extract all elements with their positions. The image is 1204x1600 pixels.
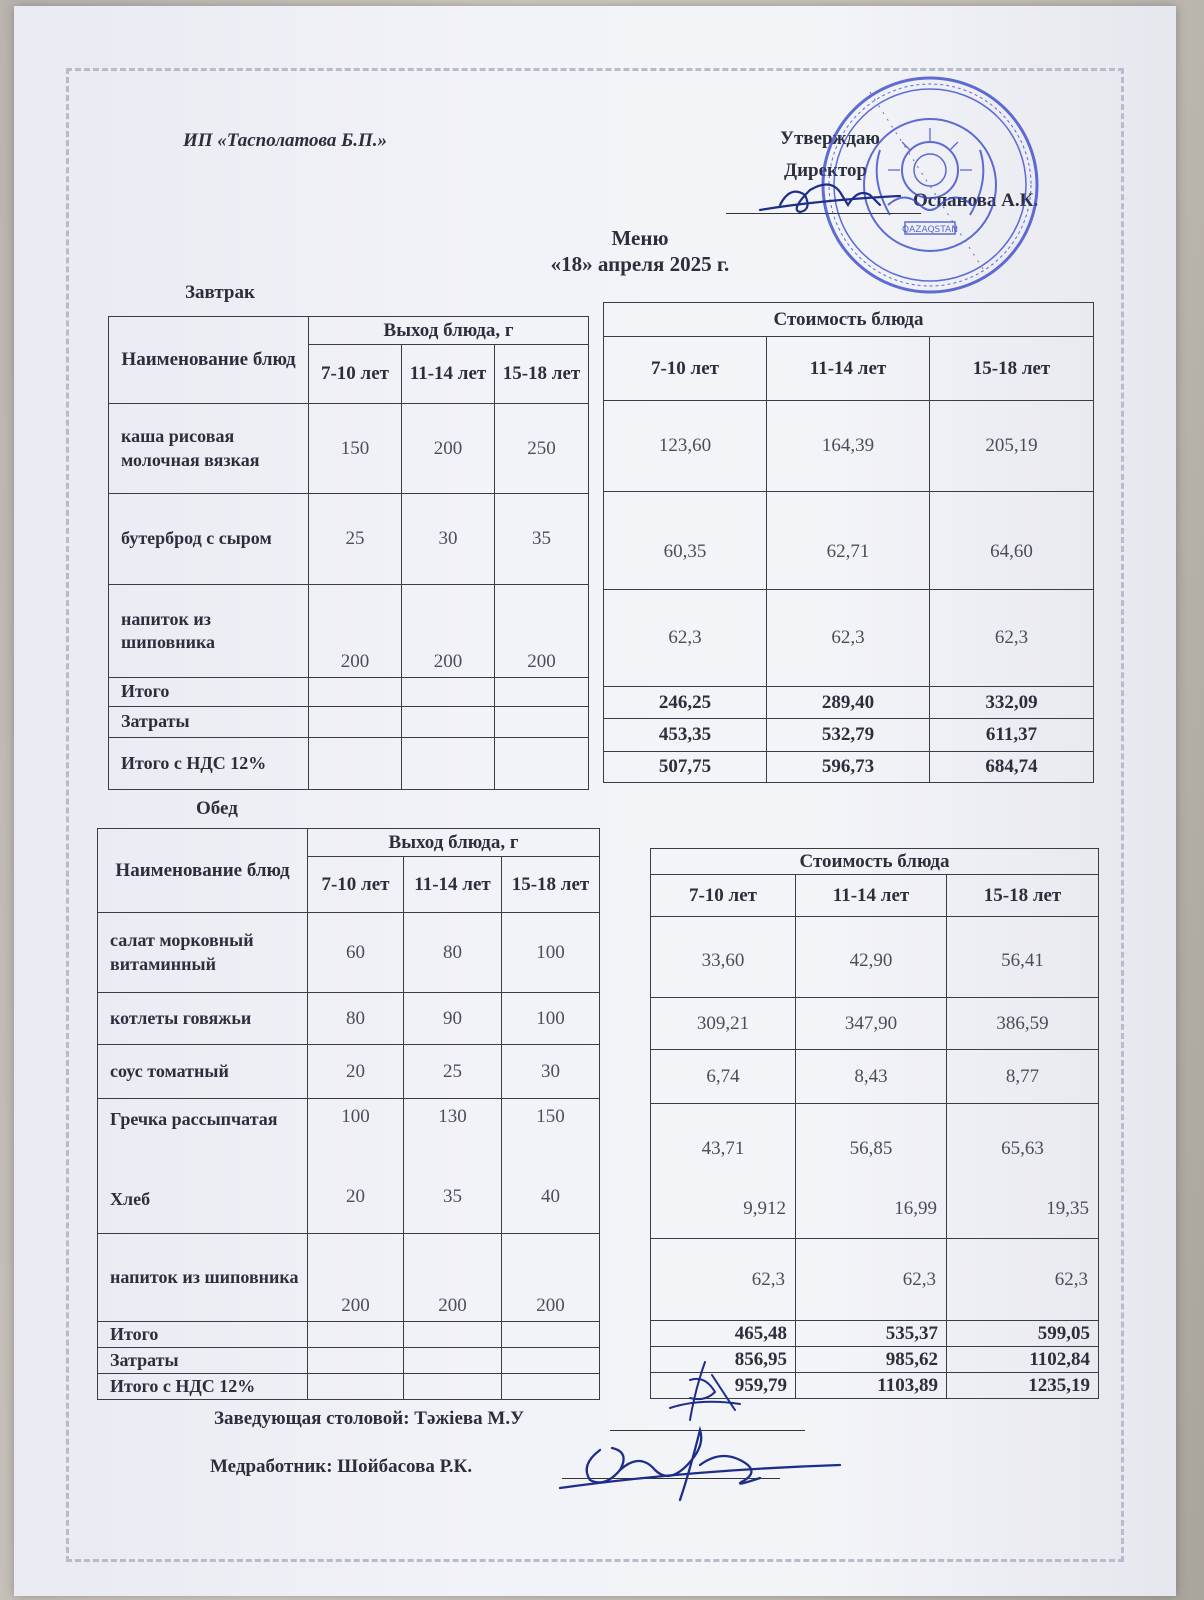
yield-value: 100 xyxy=(502,913,600,993)
yield-value: 200 xyxy=(402,585,495,678)
stamp-center-text: QAZAQSTAN xyxy=(902,225,958,235)
yield-value: 200 xyxy=(495,585,589,678)
yield-value: 90 xyxy=(404,993,502,1045)
totals-row xyxy=(651,1373,1099,1399)
table-row xyxy=(604,590,1094,687)
cost-value: 205,19 xyxy=(930,401,1094,492)
yield-value: 200 xyxy=(309,585,402,678)
table-row xyxy=(604,492,1094,590)
table-row xyxy=(109,585,589,678)
cost-value: 8,43 xyxy=(796,1050,947,1104)
director-label: Директор xyxy=(784,160,868,181)
total-value: 856,95 xyxy=(651,1347,796,1373)
yield-value: 35 xyxy=(443,1186,462,1207)
total-value: 1103,89 xyxy=(796,1373,947,1399)
yield-value: 200 xyxy=(402,404,495,494)
dish-name: каша рисовая молочная вязкая xyxy=(109,404,309,494)
table-row xyxy=(98,993,600,1045)
dish-name: соус томатный xyxy=(98,1045,308,1099)
total-value: 332,09 xyxy=(930,687,1094,719)
header-cost: Стоимость блюда xyxy=(604,303,1094,337)
totals-row xyxy=(109,707,589,738)
yield-value: 40 xyxy=(541,1186,560,1207)
cost-value: 123,60 xyxy=(604,401,767,492)
total-value: 959,79 xyxy=(651,1373,796,1399)
table-row xyxy=(98,913,600,993)
dish-name: Гречка рассыпчатая xyxy=(110,1109,278,1129)
cost-value: 43,71 xyxy=(701,1138,745,1159)
yield-value: 130 xyxy=(438,1106,467,1127)
totals-row xyxy=(98,1348,600,1374)
totals-label: Итого с НДС 12% xyxy=(98,1374,308,1400)
cost-value: 42,90 xyxy=(796,917,947,998)
cost-value: 60,35 xyxy=(604,492,767,590)
header-age-11-14: 11-14 лет xyxy=(796,875,947,917)
director-name: Оспанова А.К. xyxy=(913,190,1039,211)
yield-value: 25 xyxy=(404,1045,502,1099)
header-age-15-18: 15-18 лет xyxy=(502,857,600,913)
cost-value: 309,21 xyxy=(651,998,796,1050)
breakfast-title: Завтрак xyxy=(185,282,255,303)
header-age-11-14: 11-14 лет xyxy=(767,337,930,401)
table-row xyxy=(604,401,1094,492)
breakfast-yield-table xyxy=(108,316,589,790)
total-value: 246,25 xyxy=(604,687,767,719)
totals-row xyxy=(604,719,1094,752)
yield-value: 100 xyxy=(341,1106,370,1127)
cost-value: 347,90 xyxy=(796,998,947,1050)
medic-signature-line xyxy=(562,1478,780,1479)
totals-label: Итого с НДС 12% xyxy=(109,738,309,790)
table-row xyxy=(98,1045,600,1099)
total-value: 532,79 xyxy=(767,719,930,752)
total-value: 535,37 xyxy=(796,1321,947,1347)
yield-value: 80 xyxy=(308,993,404,1045)
head-canteen-signature-line xyxy=(610,1430,805,1431)
cost-value: 56,85 xyxy=(849,1138,893,1159)
cost-value: 62,3 xyxy=(651,1239,796,1321)
head-canteen-signature: Заведующая столовой: Тәжіева М.У xyxy=(214,1408,525,1429)
totals-label: Итого xyxy=(98,1322,308,1348)
cost-value: 6,74 xyxy=(651,1050,796,1104)
approve-label: Утверждаю xyxy=(780,128,880,149)
totals-row xyxy=(651,1347,1099,1373)
yield-value: 20 xyxy=(308,1045,404,1099)
table-row xyxy=(651,917,1099,998)
table-row xyxy=(109,404,589,494)
page-title: Меню xyxy=(611,226,669,250)
table-row xyxy=(98,1099,600,1234)
totals-row xyxy=(604,687,1094,719)
dish-name: напиток из шиповника xyxy=(98,1234,308,1322)
yield-value: 30 xyxy=(402,494,495,585)
header-age-7-10: 7-10 лет xyxy=(308,857,404,913)
lunch-yield-table xyxy=(97,828,600,1400)
lunch-cost-table xyxy=(650,848,1099,1399)
totals-label: Затраты xyxy=(109,707,309,738)
total-value: 599,05 xyxy=(947,1321,1099,1347)
totals-row xyxy=(98,1322,600,1348)
header-dish-name: Наименование блюд xyxy=(98,829,308,913)
breakfast-cost-table xyxy=(603,302,1094,783)
cost-value: 62,3 xyxy=(796,1239,947,1321)
total-value: 596,73 xyxy=(767,752,930,783)
totals-row xyxy=(109,738,589,790)
total-value: 289,40 xyxy=(767,687,930,719)
header-cost: Стоимость блюда xyxy=(651,849,1099,875)
cost-value: 64,60 xyxy=(930,492,1094,590)
cost-value: 19,35 xyxy=(1046,1198,1090,1219)
header-age-11-14: 11-14 лет xyxy=(404,857,502,913)
cost-value: 164,39 xyxy=(767,401,930,492)
table-row xyxy=(651,1104,1099,1239)
cost-value: 56,41 xyxy=(947,917,1099,998)
totals-row xyxy=(651,1321,1099,1347)
table-row xyxy=(651,998,1099,1050)
yield-value: 35 xyxy=(495,494,589,585)
header-yield: Выход блюда, г xyxy=(309,317,589,345)
header-age-11-14: 11-14 лет xyxy=(402,345,495,404)
header-age-7-10: 7-10 лет xyxy=(604,337,767,401)
header-age-15-18: 15-18 лет xyxy=(947,875,1099,917)
yield-value: 200 xyxy=(502,1234,600,1322)
cost-value: 62,3 xyxy=(947,1239,1099,1321)
total-value: 465,48 xyxy=(651,1321,796,1347)
header-age-15-18: 15-18 лет xyxy=(495,345,589,404)
yield-value: 100 xyxy=(502,993,600,1045)
dish-name: напиток из шиповника xyxy=(109,585,309,678)
director-signature-line xyxy=(726,213,921,214)
table-row xyxy=(651,1050,1099,1104)
cost-value: 62,3 xyxy=(767,590,930,687)
dish-name: бутерброд с сыром xyxy=(109,494,309,585)
header-dish-name: Наименование блюд xyxy=(109,317,309,404)
dish-name: Хлеб xyxy=(110,1189,151,1209)
yield-value: 200 xyxy=(404,1234,502,1322)
cost-value: 62,3 xyxy=(604,590,767,687)
totals-label: Итого xyxy=(109,678,309,707)
table-row xyxy=(651,1239,1099,1321)
total-value: 611,37 xyxy=(930,719,1094,752)
total-value: 1102,84 xyxy=(947,1347,1099,1373)
cost-value: 33,60 xyxy=(651,917,796,998)
header-age-7-10: 7-10 лет xyxy=(309,345,402,404)
lunch-title: Обед xyxy=(196,798,238,819)
yield-value: 60 xyxy=(308,913,404,993)
yield-value: 150 xyxy=(536,1106,565,1127)
dish-name: котлеты говяжьи xyxy=(98,993,308,1045)
yield-value: 200 xyxy=(308,1234,404,1322)
cost-value: 62,71 xyxy=(767,492,930,590)
total-value: 684,74 xyxy=(930,752,1094,783)
cost-value: 62,3 xyxy=(930,590,1094,687)
table-row xyxy=(109,494,589,585)
header-age-15-18: 15-18 лет xyxy=(930,337,1094,401)
total-value: 507,75 xyxy=(604,752,767,783)
total-value: 985,62 xyxy=(796,1347,947,1373)
menu-date: «18» апреля 2025 г. xyxy=(550,252,730,276)
cost-value: 16,99 xyxy=(894,1198,937,1219)
totals-row xyxy=(98,1374,600,1400)
totals-label: Затраты xyxy=(98,1348,308,1374)
cost-value: 8,77 xyxy=(947,1050,1099,1104)
cost-value: 386,59 xyxy=(947,998,1099,1050)
cost-value: 65,63 xyxy=(1001,1138,1044,1159)
total-value: 453,35 xyxy=(604,719,767,752)
totals-row xyxy=(109,678,589,707)
dish-name: салат морковный витаминный xyxy=(98,913,308,993)
yield-value: 30 xyxy=(502,1045,600,1099)
medic-signature: Медработник: Шойбасова Р.К. xyxy=(210,1456,473,1477)
yield-value: 80 xyxy=(404,913,502,993)
cost-value: 9,912 xyxy=(743,1198,786,1219)
header-age-7-10: 7-10 лет xyxy=(651,875,796,917)
yield-value: 150 xyxy=(309,404,402,494)
organization-name: ИП «Тасполатова Б.П.» xyxy=(183,130,387,151)
yield-value: 20 xyxy=(346,1186,365,1207)
yield-value: 250 xyxy=(495,404,589,494)
total-value: 1235,19 xyxy=(947,1373,1099,1399)
yield-value: 25 xyxy=(309,494,402,585)
totals-row xyxy=(604,752,1094,783)
header-yield: Выход блюда, г xyxy=(308,829,600,857)
table-row xyxy=(98,1234,600,1322)
